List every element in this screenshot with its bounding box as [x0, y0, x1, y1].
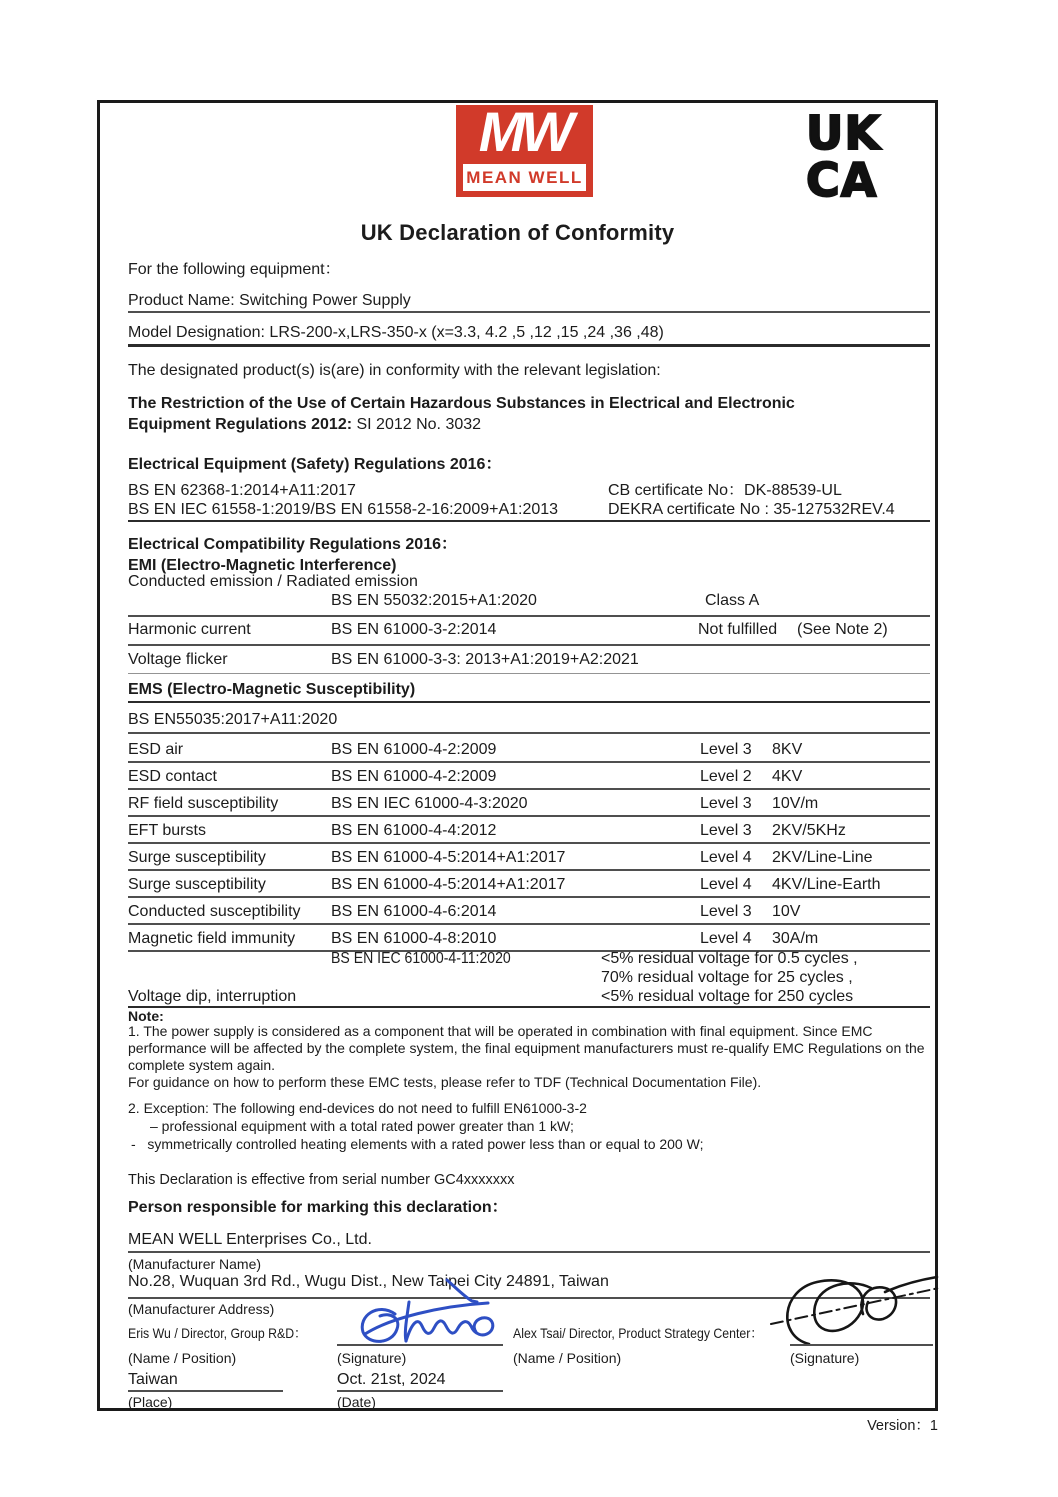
ems-row-level: Level 3	[700, 741, 752, 758]
ems-row-level: Level 3	[700, 795, 752, 812]
ems-row-item: Surge susceptibility	[128, 849, 266, 866]
cb-certificate-no: CB certificate No：DK-88539-UL	[608, 482, 842, 499]
divider-line	[128, 815, 930, 817]
divider-line	[128, 520, 930, 522]
ems-row-standard: BS EN 61000-4-5:2014+A1:2017	[331, 876, 566, 893]
emi-row-standard: BS EN 61000-3-2:2014	[331, 621, 497, 638]
date-line	[337, 1390, 503, 1392]
manufacturer-address: No.28, Wuquan 3rd Rd., Wugu Dist., New Taipei City 24891, Taiwan	[128, 1273, 609, 1290]
serial-statement: This Declaration is effective from serial number GC4xxxxxxx	[128, 1172, 515, 1188]
emi-row-standard: BS EN 61000-3-3: 2013+A1:2019+A2:2021	[331, 651, 639, 668]
mw-logo-wordmark: MEAN WELL	[466, 168, 583, 187]
ems-row-level: Level 2	[700, 768, 752, 785]
ems-row-item: Conducted susceptibility	[128, 903, 301, 920]
safety-standard-1: BS EN 62368-1:2014+A11:2017	[128, 482, 356, 499]
emi-row-note: (See Note 2)	[797, 621, 888, 638]
note-line-4: For guidance on how to perform these EMC tests, please refer to TDF (Technical Documentation File).	[128, 1074, 762, 1090]
emi-row-item: Harmonic current	[128, 621, 251, 638]
ukca-mark	[806, 106, 881, 207]
note-bullet-2: - symmetrically controlled heating elements with a rated power less than or equal to 200 W;	[131, 1136, 704, 1152]
ems-row-standard: BS EN 61000-4-5:2014+A1:2017	[331, 849, 566, 866]
ems-row-level: Level 4	[700, 849, 752, 866]
dip-condition-1: <5% residual voltage for 0.5 cycles ,	[601, 950, 858, 967]
note-heading: Note:	[128, 1008, 164, 1024]
divider-line	[128, 1297, 930, 1299]
ems-row-item: EFT bursts	[128, 822, 206, 839]
dip-condition-2: 70% residual voltage for 25 cycles ,	[601, 969, 853, 986]
model-designation-text: Model Designation: LRS-200-x,LRS-350-x (x=3.3, 4.2 ,5 ,12 ,15 ,24 ,36 ,48)	[128, 324, 664, 341]
place-line	[128, 1390, 283, 1392]
divider-line	[128, 923, 930, 925]
for-equipment-text: For the following equipment：	[128, 261, 341, 278]
manufacturer-name: MEAN WELL Enterprises Co., Ltd.	[128, 1231, 372, 1248]
note-line-3: complete system again.	[128, 1057, 276, 1073]
ems-heading: EMS (Electro-Magnetic Susceptibility)	[128, 681, 416, 698]
divider-line	[128, 732, 930, 734]
ems-row-value: 4KV/Line-Earth	[772, 876, 881, 893]
manufacturer-address-label: (Manufacturer Address)	[128, 1301, 275, 1317]
rohs-heading-line1: The Restriction of the Use of Certain Hazardous Substances in Electrical and Electronic	[128, 395, 795, 412]
ems-standard: BS EN55035:2017+A11:2020	[128, 711, 338, 728]
ems-row-item: Magnetic field immunity	[128, 930, 296, 947]
ems-row-item: ESD air	[128, 741, 184, 758]
mw-logo-letters: MW	[478, 100, 571, 163]
ems-row-item: Surge susceptibility	[128, 876, 266, 893]
conformity-text: The designated product(s) is(are) in conformity with the relevant legislation:	[128, 362, 661, 379]
date-label: (Date)	[337, 1394, 376, 1410]
page-title: UK Declaration of Conformity	[360, 220, 675, 245]
place-value: Taiwan	[128, 1371, 178, 1388]
dip-standard: BS EN IEC 61000-4-11:2020	[331, 950, 511, 967]
ems-row-value: 8KV	[772, 741, 803, 758]
divider-line	[128, 615, 930, 617]
mw-logo-strip	[463, 164, 586, 191]
ems-row-value: 2KV/5KHz	[772, 822, 846, 839]
divider-line	[128, 1251, 930, 1253]
mean-well-logo	[456, 100, 593, 197]
signature-label-left: (Signature)	[337, 1350, 407, 1366]
signatory-left-name: Eris Wu / Director, Group R&D：	[128, 1325, 307, 1341]
dip-condition-3: <5% residual voltage for 250 cycles	[601, 988, 854, 1005]
safety-heading: Electrical Equipment (Safety) Regulations 2016：	[128, 456, 502, 473]
ems-row-value: 4KV	[772, 768, 803, 785]
signatory-right-name: Alex Tsai/ Director, Product Strategy Center：	[513, 1325, 763, 1341]
ems-row-standard: BS EN 61000-4-6:2014	[331, 903, 497, 920]
divider-line	[128, 673, 930, 674]
note-line-2: performance will be affected by the complete system, the final equipment manufacturers must re-qualify EMC Regulations on the	[128, 1040, 925, 1056]
emi-subheading: Conducted emission / Radiated emission	[128, 573, 418, 590]
ems-row-level: Level 3	[700, 822, 752, 839]
divider-line	[128, 869, 930, 871]
ems-row-value: 10V/m	[772, 795, 819, 812]
version-text: Version：1	[867, 1418, 938, 1434]
ems-row-level: Level 4	[700, 876, 752, 893]
ems-row-standard: BS EN 61000-4-4:2012	[331, 822, 497, 839]
emi-row-standard: BS EN 55032:2015+A1:2020	[331, 592, 537, 609]
ems-row-value: 2KV/Line-Line	[772, 849, 873, 866]
ukca-line1: UK	[806, 106, 881, 160]
name-position-label-right: (Name / Position)	[513, 1350, 622, 1366]
rohs-heading-line2	[128, 416, 481, 433]
place-label: (Place)	[128, 1394, 173, 1410]
ems-row-item: ESD contact	[128, 768, 217, 785]
emi-heading: EMI (Electro-Magnetic Interference)	[128, 557, 397, 574]
divider-line	[128, 761, 930, 763]
divider-line	[128, 344, 930, 347]
ems-row-standard: BS EN 61000-4-2:2009	[331, 768, 497, 785]
safety-standard-2: BS EN IEC 61558-1:2019/BS EN 61558-2-16:2009+A1:2013	[128, 501, 559, 518]
rohs-line2-bold: Equipment Regulations 2012:	[128, 416, 353, 433]
dip-item: Voltage dip, interruption	[128, 988, 297, 1005]
date-value: Oct. 21st, 2024	[337, 1371, 446, 1388]
note-bullet-1: – professional equipment with a total rated power greater than 1 kW;	[150, 1118, 574, 1134]
product-name-text: Product Name: Switching Power Supply	[128, 292, 411, 309]
ems-row-standard: BS EN 61000-4-8:2010	[331, 930, 497, 947]
ems-row-value: 10V	[772, 903, 801, 920]
emi-row-result: Not fulfilled	[698, 621, 778, 638]
signature-line-right	[790, 1344, 933, 1346]
ems-row-standard: BS EN IEC 61000-4-3:2020	[331, 795, 528, 812]
divider-line	[128, 788, 930, 790]
divider-line	[128, 1006, 930, 1008]
divider-line	[128, 644, 930, 646]
divider-line	[128, 311, 930, 313]
note-line-1: 1. The power supply is considered as a component that will be operated in combination with final equipment. Since EMC	[128, 1023, 873, 1039]
divider-line	[128, 896, 930, 898]
ukca-line2: CA	[806, 153, 878, 207]
signature-line-left	[337, 1344, 503, 1346]
emi-row-item: Voltage flicker	[128, 651, 228, 668]
ems-row-level: Level 4	[700, 930, 752, 947]
emi-row-result: Class A	[705, 592, 760, 609]
divider-line	[128, 701, 930, 703]
note-exception: 2. Exception: The following end-devices do not need to fulfill EN61000-3-2	[128, 1100, 587, 1116]
ems-row-item: RF field susceptibility	[128, 795, 279, 812]
rohs-line2-normal: SI 2012 No. 3032	[352, 416, 482, 433]
name-position-label-left: (Name / Position)	[128, 1350, 237, 1366]
dekra-certificate-no: DEKRA certificate No : 35-127532REV.4	[608, 501, 895, 518]
emc-heading: Electrical Compatibility Regulations 2016：	[128, 536, 457, 553]
manufacturer-name-label: (Manufacturer Name)	[128, 1256, 262, 1272]
divider-line	[128, 842, 930, 844]
signature-label-right: (Signature)	[790, 1350, 860, 1366]
responsible-heading: Person responsible for marking this declaration：	[128, 1199, 508, 1216]
ems-row-value: 30A/m	[772, 930, 819, 947]
ems-row-standard: BS EN 61000-4-2:2009	[331, 741, 497, 758]
ems-row-level: Level 3	[700, 903, 752, 920]
